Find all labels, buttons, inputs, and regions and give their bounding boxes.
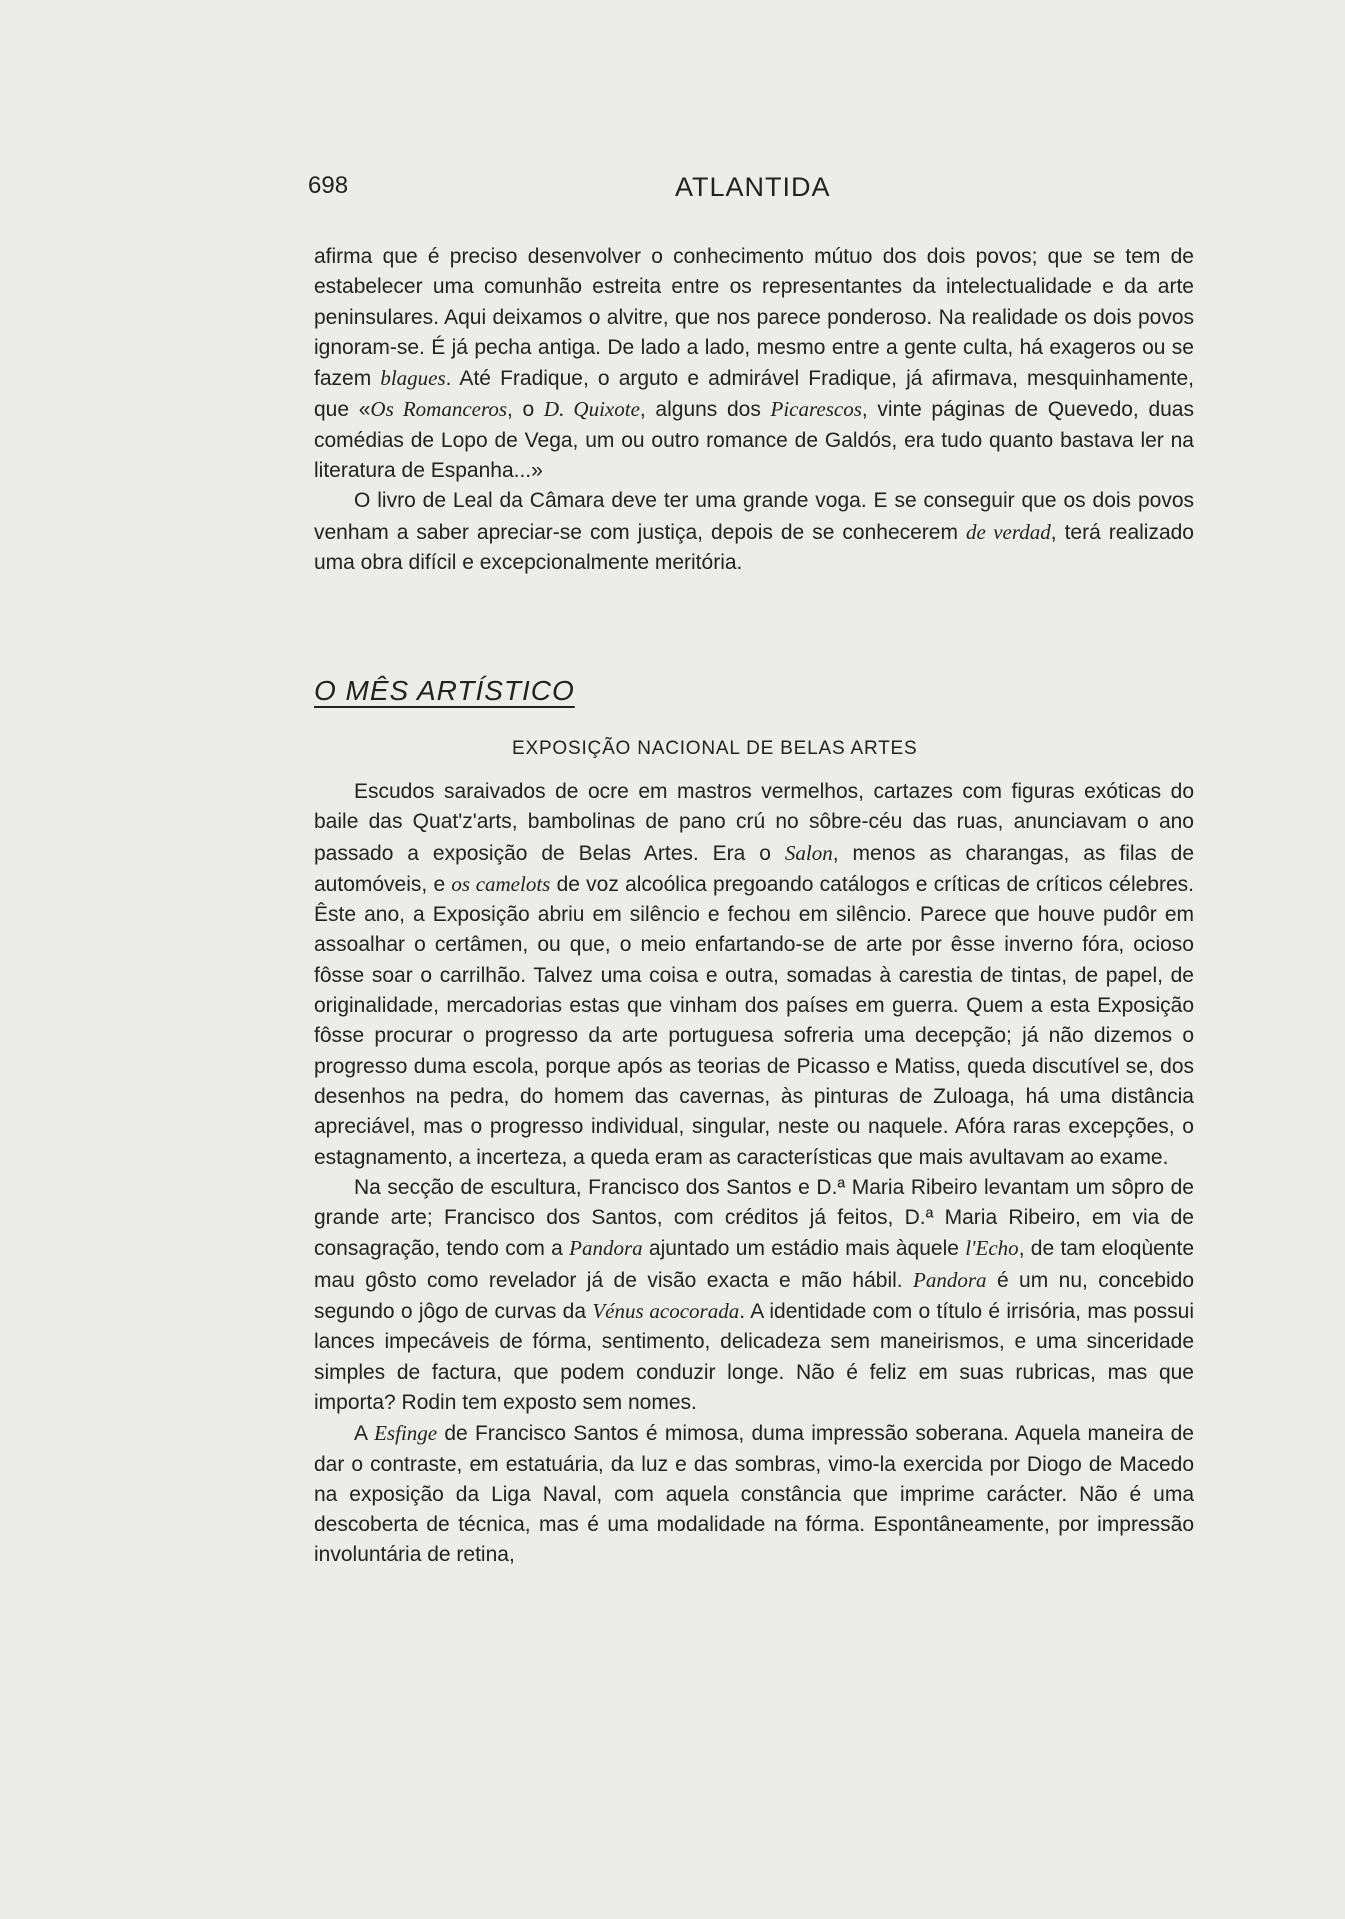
paragraph: Escudos saraivados de ocre em mastros vermelhos, cartazes com figuras exóticas do baile das Quat'z'arts, bambolinas de pano crú no sôbre-céu das ruas, anunciavam o ano passado a exposição de Belas Artes. Era o Salon, menos as charangas, as filas de automóveis, e os camelots de voz alcoólica pregoando catálogos e críticas de críticos célebres. Êste ano, a Exposição abriu em silêncio e fechou em silêncio. Parece que houve pudôr em assoalhar o certâmen, ou que, o meio enfartando-se de arte por êsse inverno fóra, ocioso fôsse soar o carrilhão. Talvez uma coisa e outra, somadas à carestia de tintas, de papel, de originalidade, mercadorias estas que vinham dos países em guerra. Quem a esta Exposição fôsse procurar o progresso da arte portuguesa sofreria uma decepção; já não dizemos o progresso duma escola, porque após as teorias de Picasso e Matiss, queda discutível se, dos desenhos na pedra, do homem das cavernas, às pinturas de Zuloaga, há uma distância apreciável, mas o progresso individual, singular, neste ou naquele. Afóra raras excepções, o estagnamento, a incerteza, a queda eram as características que mais avultavam ao exame.	[314, 780, 1194, 1169]
paragraph: A Esfinge de Francisco Santos é mimosa, duma impressão soberana. Aquela maneira de dar o contraste, em estatuária, da luz e das sombras, vimo-la exercida por Diogo de Macedo na exposição da Liga Naval, com aquela constância que imprime carácter. Não é uma descoberta de técnica, mas é uma modalidade na fórma. Espontâneamente, por impressão involuntária de retina,	[314, 1421, 1194, 1567]
paragraph: Na secção de escultura, Francisco dos Santos e D.ª Maria Ribeiro levantam um sôpro de grande arte; Francisco dos Santos, com créditos já feitos, D.ª Maria Ribeiro, em via de consagração, tendo com a Pandora ajuntado um estádio mais àquele l'Echo, de tam eloqùente mau gôsto como revelador já de visão exacta e mão hábil. Pandora é um nu, concebido segundo o jôgo de curvas da Vénus acocorada. A identidade com o título é irrisória, mas possui lances impecáveis de fórma, sentimento, delicadeza sem maneirismos, e uma sinceridade simples de factura, que podem conduzir longe. Não é feliz em suas rubricas, mas que importa? Rodin tem exposto sem nomes.	[314, 1175, 1194, 1414]
article-body	[314, 777, 1194, 1571]
paragraph: O livro de Leal da Câmara deve ter uma grande voga. E se conseguir que os dois povos venham a saber apreciar-se com justiça, depois de se conhecerem de verdad, terá realizado uma obra difícil e excepcionalmente meritória.	[314, 489, 1194, 574]
article-continuation	[314, 242, 1194, 578]
paragraph: afirma que é preciso desenvolver o conhecimento mútuo dos dois povos; que se tem de estabelecer uma comunhão estreita entre os representantes da intelectualidade e da arte peninsulares. Aqui deixamos o alvitre, que nos parece ponderoso. Na realidade os dois povos ignoram-se. É já pecha antiga. De lado a lado, mesmo entre a gente culta, há exageros ou se fazem blagues. Até Fradique, o arguto e admirável Fradique, já afirmava, mesquinhamente, que «Os Romanceros, o D. Quixote, alguns dos Picarescos, vinte páginas de Quevedo, duas comédias de Lopo de Vega, um ou outro romance de Galdós, era tudo quanto bastava ler na literatura de Espanha...»	[314, 245, 1194, 483]
page-header	[308, 172, 1198, 212]
running-title: ATLANTIDA	[675, 172, 831, 202]
page-number: 698	[308, 172, 349, 199]
section-title: O MÊS ARTÍSTICO	[314, 675, 575, 706]
section-subheading: EXPOSIÇÃO NACIONAL DE BELAS ARTES	[512, 738, 918, 759]
